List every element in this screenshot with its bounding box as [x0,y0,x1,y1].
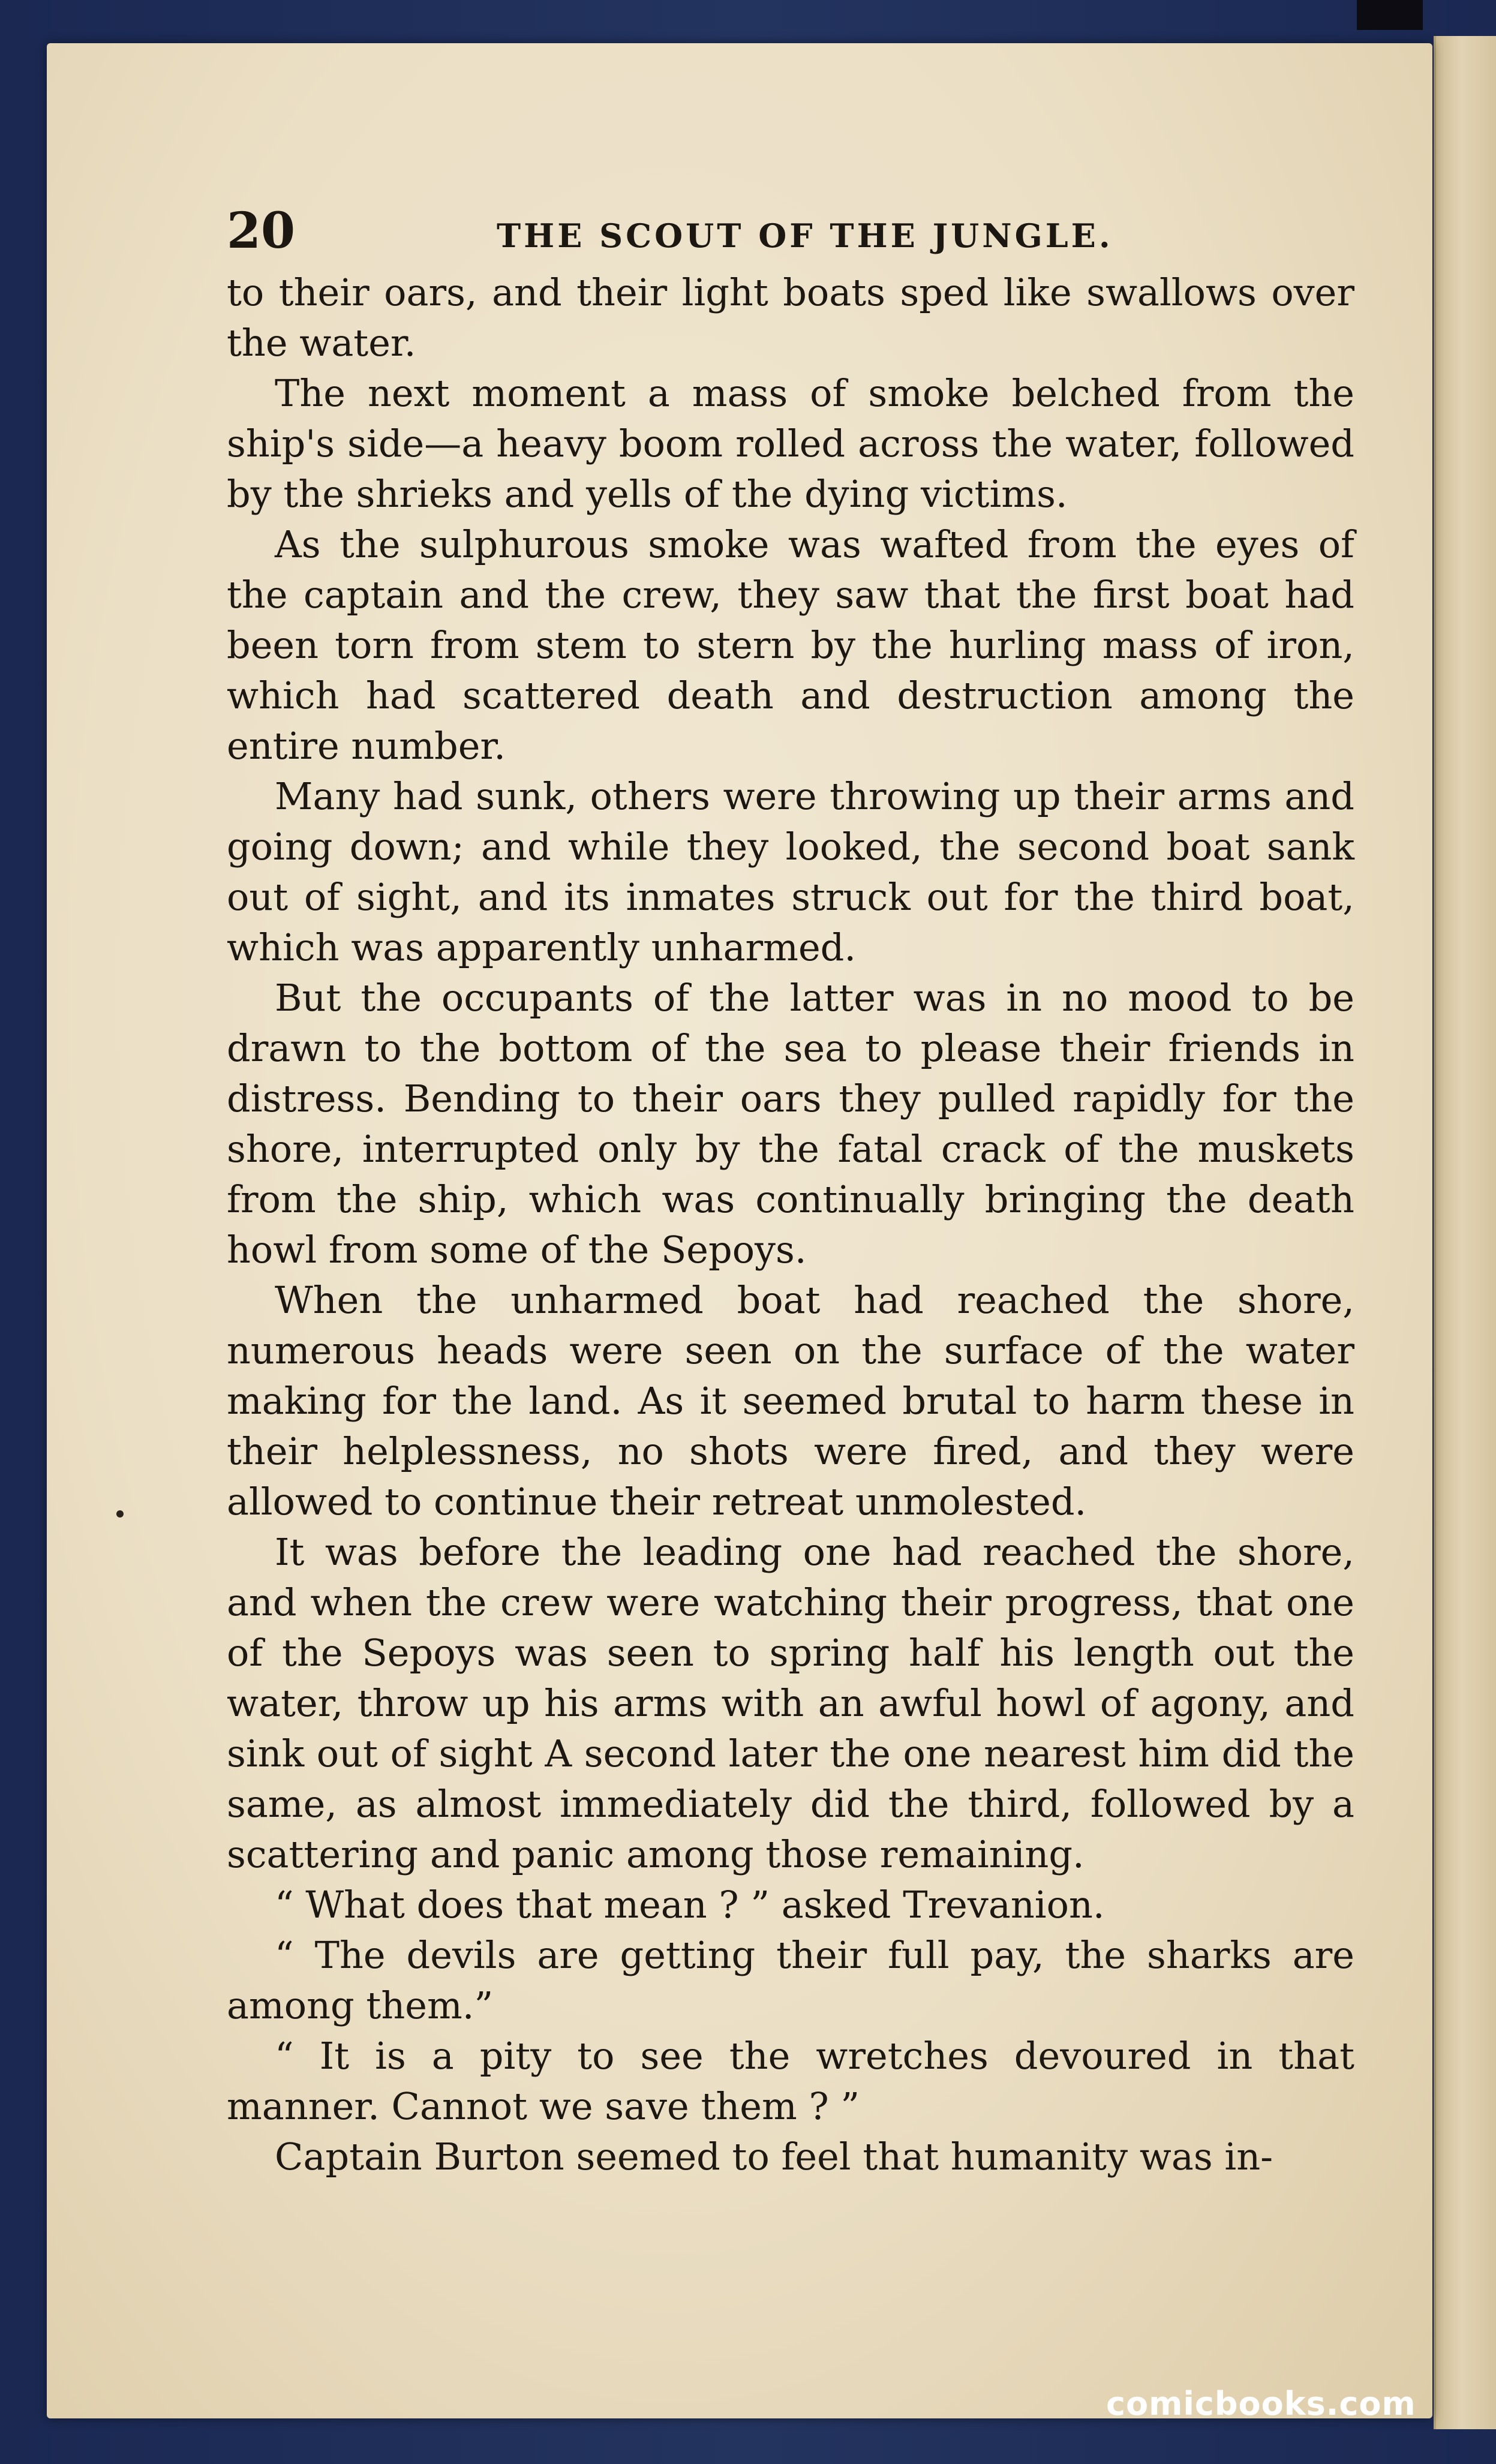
body-text [227,268,1354,2182]
paragraph-9: “ The devils are getting their full pay, the sharks are among them.” [227,1933,1354,2027]
page-header [227,191,1354,263]
adjacent-page-edge [1434,36,1496,2429]
margin-dot [116,1510,124,1518]
running-head: THE SCOUT OF THE JUNGLE. [497,217,1113,255]
watermark: comicbooks.com [1106,2385,1416,2423]
paragraph-11: Captain Burton seemed to feel that humanity was in- [275,2135,1273,2178]
paragraph-10: “ It is a pity to see the wretches devoured in that manner. Cannot we save them ? ” [227,2034,1354,2128]
paragraph-6: When the unharmed boat had reached the shore, numerous heads were seen on the surface of the water making for the land. As it seemed brutal to harm these in their helplessness, no shots were fired, and they were allowed to continue their retreat unmolested. [227,1278,1354,1524]
paragraph-7: It was before the leading one had reached the shore, and when the crew were watching their progress, that one of the Sepoys was seen to spring half his length out the water, throw up his arms with an awful howl of agony, and sink out of sight A second later the one nearest him did the same, as almost immediately did the third, followed by a scattering and panic among those remaining. [227,1530,1354,1876]
paragraph-8: “ What does that mean ? ” asked Trevanion. [275,1883,1105,1927]
page-content [227,191,1354,2182]
paragraph-1: to their oars, and their light boats sped like swallows over the water. [227,271,1354,365]
page-number: 20 [227,202,296,260]
binding-tab [1357,0,1423,30]
paragraph-3: As the sulphurous smoke was wafted from the eyes of the captain and the crew, they saw that the first boat had been torn from stem to stern by the hurling mass of iron, which had scattered death and destruction among the entire number. [227,522,1354,768]
paragraph-5: But the occupants of the latter was in no mood to be drawn to the bottom of the sea to please their friends in distress. Bending to their oars they pulled rapidly for the shore, interrupted only by the fatal crack of the muskets from the ship, which was continually bringing the death howl from some of the Sepoys. [227,976,1354,1272]
paragraph-2: The next moment a mass of smoke belched from the ship's side—a heavy boom rolled across the water, followed by the shrieks and yells of the dying victims. [227,371,1354,516]
paragraph-4: Many had sunk, others were throwing up their arms and going down; and while they looked, the second boat sank out of sight, and its inmates struck out for the third boat, which was apparently unharmed. [227,774,1354,969]
